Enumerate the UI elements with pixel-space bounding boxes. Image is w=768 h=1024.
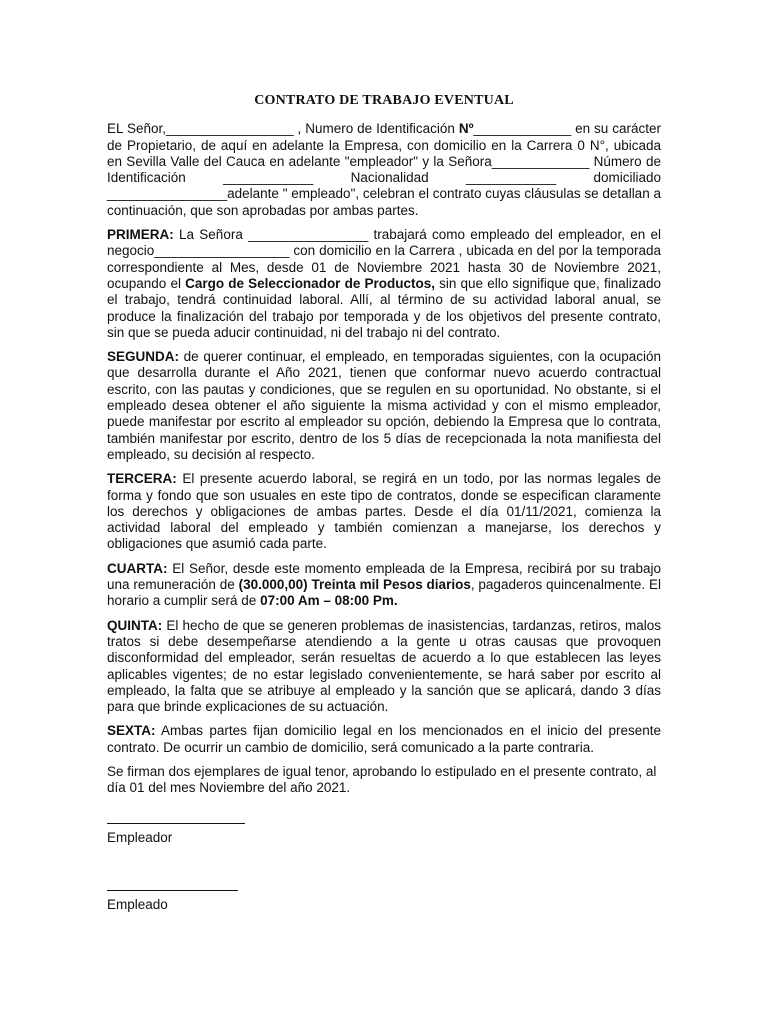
employee-signature-line [107, 890, 238, 891]
employee-signature-label: Empleado [107, 896, 168, 912]
clause-cuarta-salary: (30.000,00) Treinta mil Pesos diarios [238, 577, 471, 593]
clause-tercera [107, 471, 661, 552]
clause-sexta [107, 723, 661, 756]
clause-sexta-text: Ambas partes fijan domicilio legal en los mencionados en el inicio del presente contrato. De ocurrir un cambio de domicilio, será comunicado a la parte contraria. [107, 723, 661, 755]
clause-cuarta-text-1: El Señor, desde este momento empleada de la Empresa, recibirá por su trabajo una remuneración de [107, 560, 661, 593]
intro-paragraph [107, 121, 661, 219]
clause-primera-label: PRIMERA: [107, 227, 174, 243]
clause-primera-text-1: La Señora ________________ trabajará como empleado del empleador, en el negocio__________________ con domicilio en la Carrera , ubicada en del por la temporada correspondiente al Mes, desde 01 de Noviembre 2021 hasta 30 de Noviembre 2021, ocupando el [107, 227, 661, 291]
intro-text-1: EL Señor,_________________ , Numero de Identificación [107, 121, 459, 137]
document-title: CONTRATO DE TRABAJO EVENTUAL [254, 93, 514, 108]
clause-segunda-label: SEGUNDA: [107, 349, 180, 365]
clause-cuarta-text-2: , pagaderos quincenalmente. El horario a cumplir será de [107, 577, 661, 609]
clause-quinta-label: QUINTA: [107, 617, 163, 633]
clause-tercera-label: TERCERA: [107, 471, 177, 487]
clause-primera [107, 227, 661, 341]
clause-primera-text-2: sin que ello signifique que, finalizado el trabajo, tendrá continuidad laboral. Allí, al término de su actividad laboral anual, se produce la finalización del trabajo por temporada y de los objetivos del presente contrato, sin que se pueda aducir continuidad, ni del trabajo ni del contrato. [107, 275, 661, 340]
clause-cuarta [107, 561, 661, 610]
clause-segunda-text: de querer continuar, el empleado, en temporadas siguientes, con la ocupación que desarrolla durante el Año 2021, tienen que conformar nuevo acuerdo contractual escrito, con las pautas y condiciones, que se regulen en su oportunidad. No obstante, si el empleado desea obtener el año siguiente la misma actividad y con el mismo empleador, puede manifestar por escrito al empleador su opción, debiendo la Empresa que lo contrata, también manifestar por escrito, dentro de los 5 días de recepcionada la nota manifiesta del empleado, su decisión al respecto. [107, 349, 661, 462]
employer-signature-line [107, 823, 245, 824]
clause-quinta [107, 618, 661, 716]
contract-body [107, 93, 661, 913]
closing-paragraph: Se firman dos ejemplares de igual tenor, aprobando lo estipulado en el presente contrato, al día 01 del mes Noviembre del año 2021. [107, 763, 657, 796]
intro-text-2: _____________ en su carácter de Propietario, de aquí en adelante la Empresa, con domicilio en la Carrera 0 N°, ubicada en Sevilla Valle del Cauca en adelante "empleador" y la Señora_____________ Número de Identificación ____________ Nacionalidad ____________ domiciliado ________________adelante " empleado", celebran el contrato cuyas cláusulas se detallan a continuación, que son aprobadas por ambas partes. [107, 121, 661, 218]
clause-segunda [107, 349, 661, 463]
clause-cuarta-label: CUARTA: [107, 560, 168, 576]
clause-quinta-text: El hecho de que se generen problemas de inasistencias, tardanzas, retiros, malos tratos si debe desempeñarse atendiendo a la gente u otras causas que provoquen disconformidad del empleador, serán resueltas de acuerdo a lo que establecen las leyes aplicables vigentes; de no estar legislado convenientemente, se hará saber por escrito al empleado, la falta que se atribuye al empleado y la sanción que se aplicará, dando 3 días para que brinde explicaciones de su actuación. [107, 617, 661, 715]
clause-tercera-text: El presente acuerdo laboral, se regirá en un todo, por las normas legales de forma y fondo que son usuales en este tipo de contratos, donde se especifican claramente los derechos y obligaciones de ambas partes. Desde el día 01/11/2021, comienza la actividad laboral del empleado y también comienzan a manejarse, los derechos y obligaciones que asumió cada parte. [107, 471, 661, 552]
clause-sexta-label: SEXTA: [107, 723, 156, 739]
clause-primera-position: Cargo de Seleccionador de Productos, [185, 275, 435, 291]
clause-cuarta-schedule: 07:00 Am – 08:00 Pm. [260, 593, 398, 609]
employer-signature-label: Empleador [107, 829, 173, 845]
intro-number-label: Nº [458, 121, 474, 137]
